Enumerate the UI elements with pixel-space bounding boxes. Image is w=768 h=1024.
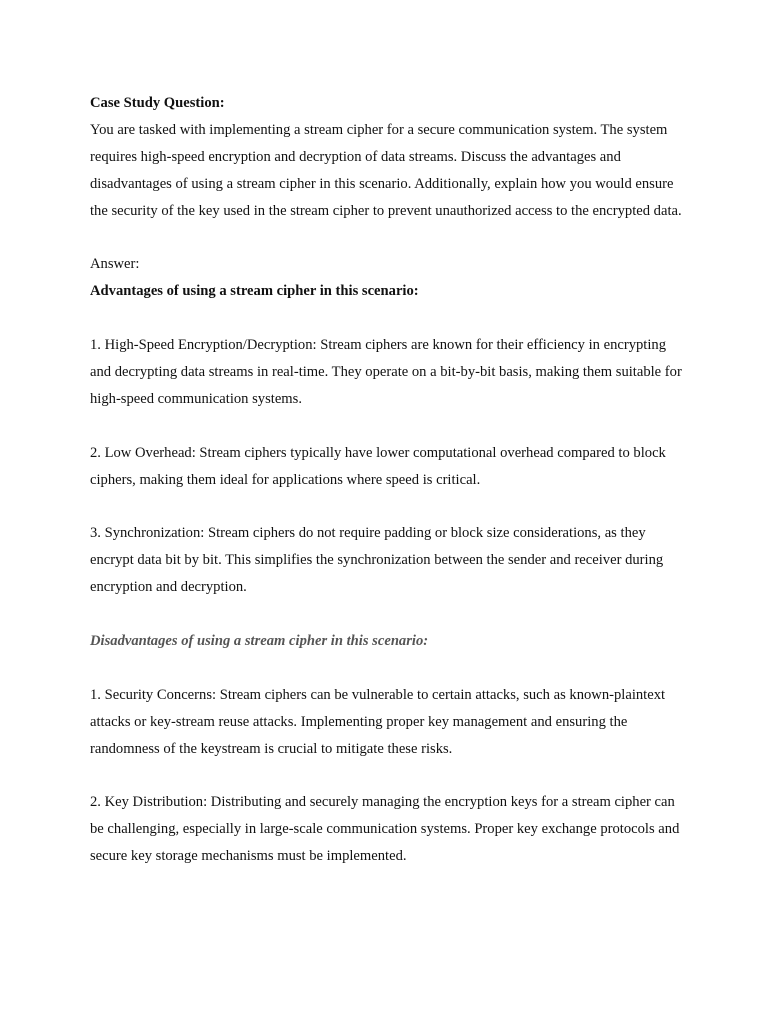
spacer — [90, 413, 690, 440]
spacer — [90, 655, 690, 682]
case-study-heading: Case Study Question: — [90, 95, 225, 111]
disadvantage-item-2: 2. Key Distribution: Distributing and securely managing the encryption keys for a stream cipher can be challenging, especially in large-scale communication systems. Proper key exchange protocols and secure key storage mechanisms must be implemented. — [90, 794, 680, 865]
answer-label: Answer: — [90, 256, 140, 273]
spacer — [90, 225, 690, 252]
advantage-item-2: 2. Low Overhead: Stream ciphers typically have lower computational overhead compared to block ciphers, making them ideal for applications where speed is critical. — [90, 444, 666, 488]
spacer — [90, 305, 690, 332]
disadvantages-heading: Disadvantages of using a stream cipher in this scenario: — [90, 633, 429, 650]
advantage-item-1: 1. High-Speed Encryption/Decryption: Stream ciphers are known for their efficiency in encrypting and decrypting data streams in real-time. They operate on a bit-by-bit basis, making them suitable for high-speed communication systems. — [90, 337, 682, 407]
spacer — [90, 601, 690, 628]
advantage-item-3: 3. Synchronization: Stream ciphers do not require padding or block size considerations, as they encrypt data bit by bit. This simplifies the synchronization between the sender and receiver during encryption and decryption. — [90, 525, 664, 596]
question-paragraph: You are tasked with implementing a stream cipher for a secure communication system. The system requires high-speed encryption and decryption of data streams. Discuss the advantages and disadvantages of using a stream cipher in this scenario. Additionally, explain how you would ensure the security of the key used in the stream cipher to prevent unauthorized access to the encrypted data. — [90, 121, 682, 219]
document-body — [90, 90, 690, 870]
advantages-heading: Advantages of using a stream cipher in this scenario: — [90, 283, 419, 300]
spacer — [90, 763, 690, 790]
spacer — [90, 494, 690, 521]
disadvantage-item-1: 1. Security Concerns: Stream ciphers can be vulnerable to certain attacks, such as known-plaintext attacks or key-stream reuse attacks. Implementing proper key management and ensuring the randomness of the keystream is crucial to mitigate these risks. — [90, 686, 666, 757]
